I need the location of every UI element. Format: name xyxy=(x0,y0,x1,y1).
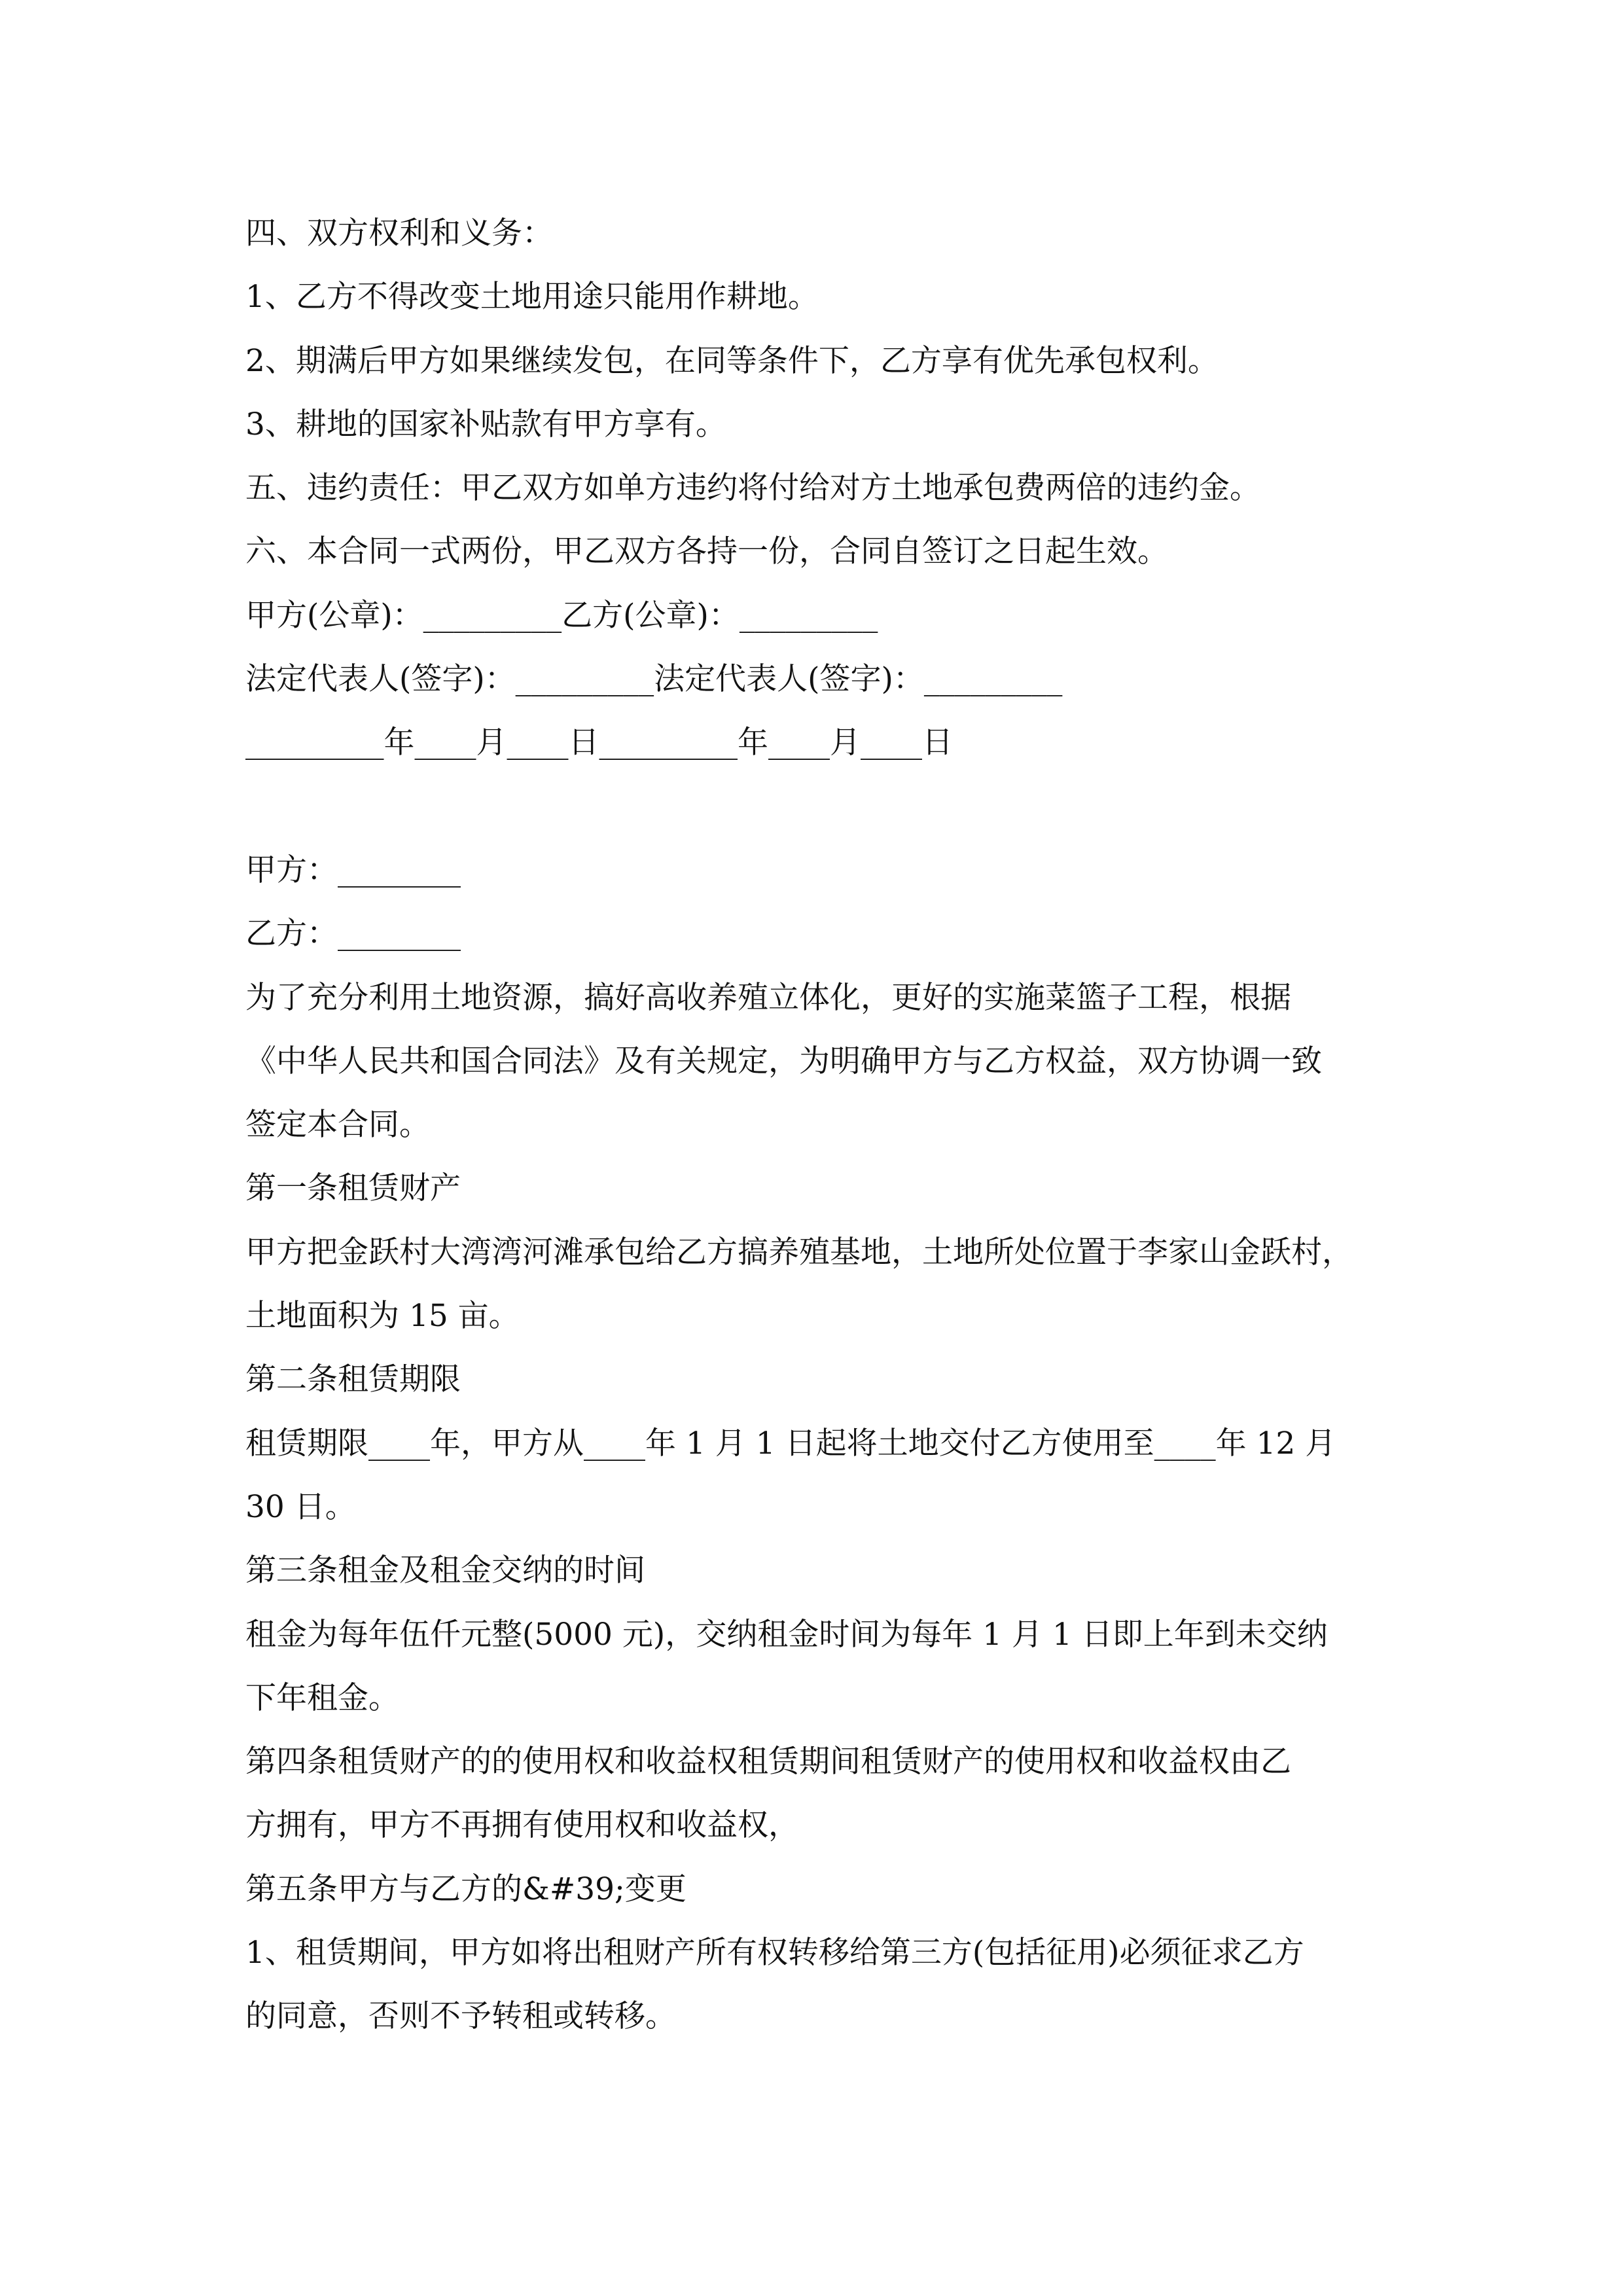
document-body xyxy=(245,202,1384,2049)
article-heading: 第五条甲方与乙方的&#39;变更 xyxy=(245,1871,687,1907)
article-heading: 第二条租赁期限 xyxy=(245,1361,461,1398)
article-heading: 第三条租金及租金交纳的时间 xyxy=(245,1552,645,1589)
article-body-line: 下年租金。 xyxy=(245,1679,399,1716)
article-body-line: 土地面积为 15 亩。 xyxy=(245,1298,520,1335)
article-body-line: 30 日。 xyxy=(245,1488,356,1525)
signature-seal-line: 甲方(公章)：_________乙方(公章)：_________ xyxy=(245,597,878,634)
article-body-line: 1、租赁期间，甲方如将出租财产所有权转移给第三方(包括征用)必须征求乙方 xyxy=(245,1935,1304,1971)
section-heading-rights: 四、双方权利和义务： xyxy=(245,215,553,251)
article-heading: 第四条租赁财产的的使用权和收益权租赁期间租赁财产的使用权和收益权由乙 xyxy=(245,1744,1291,1780)
preamble-line: 《中华人民共和国合同法》及有关规定，为明确甲方与乙方权益，双方协调一致 xyxy=(245,1043,1322,1079)
preamble-line: 签定本合同。 xyxy=(245,1107,430,1143)
clause-line: 3、耕地的国家补贴款有甲方享有。 xyxy=(245,406,726,442)
preamble-line: 为了充分利用土地资源，搞好高收养殖立体化，更好的实施菜篮子工程，根据 xyxy=(245,979,1291,1016)
signature-date-line: _________年____月____日_________年____月____日 xyxy=(245,725,953,761)
clause-line: 1、乙方不得改变土地用途只能用作耕地。 xyxy=(245,279,819,315)
article-heading: 第一条租赁财产 xyxy=(245,1170,461,1207)
signature-representative-line: 法定代表人(签字)：_________法定代表人(签字)：_________ xyxy=(245,661,1063,698)
article-body-line: 的同意，否则不予转租或转移。 xyxy=(245,1998,676,2035)
article-body-line: 甲方把金跃村大湾湾河滩承包给乙方搞养殖基地，土地所处位置于李家山金跃村， xyxy=(245,1234,1353,1270)
section-heading-breach: 五、违约责任：甲乙双方如单方违约将付给对方土地承包费两倍的违约金。 xyxy=(245,470,1260,507)
blank-spacer xyxy=(245,775,1384,838)
section-heading-copies: 六、本合同一式两份，甲乙双方各持一份，合同自签订之日起生效。 xyxy=(245,533,1168,570)
article-body-line: 租金为每年伍仟元整(5000 元)，交纳租金时间为每年 1 月 1 日即上年到未交纳 xyxy=(245,1616,1328,1653)
party-a-line: 甲方：________ xyxy=(245,852,461,888)
article-body-line: 租赁期限____年，甲方从____年 1 月 1 日起将土地交付乙方使用至____年 12 月 xyxy=(245,1425,1336,1462)
party-b-line: 乙方：________ xyxy=(245,916,461,952)
clause-line: 2、期满后甲方如果继续发包，在同等条件下，乙方享有优先承包权利。 xyxy=(245,342,1219,379)
article-body-line: 方拥有，甲方不再拥有使用权和收益权， xyxy=(245,1807,799,1844)
